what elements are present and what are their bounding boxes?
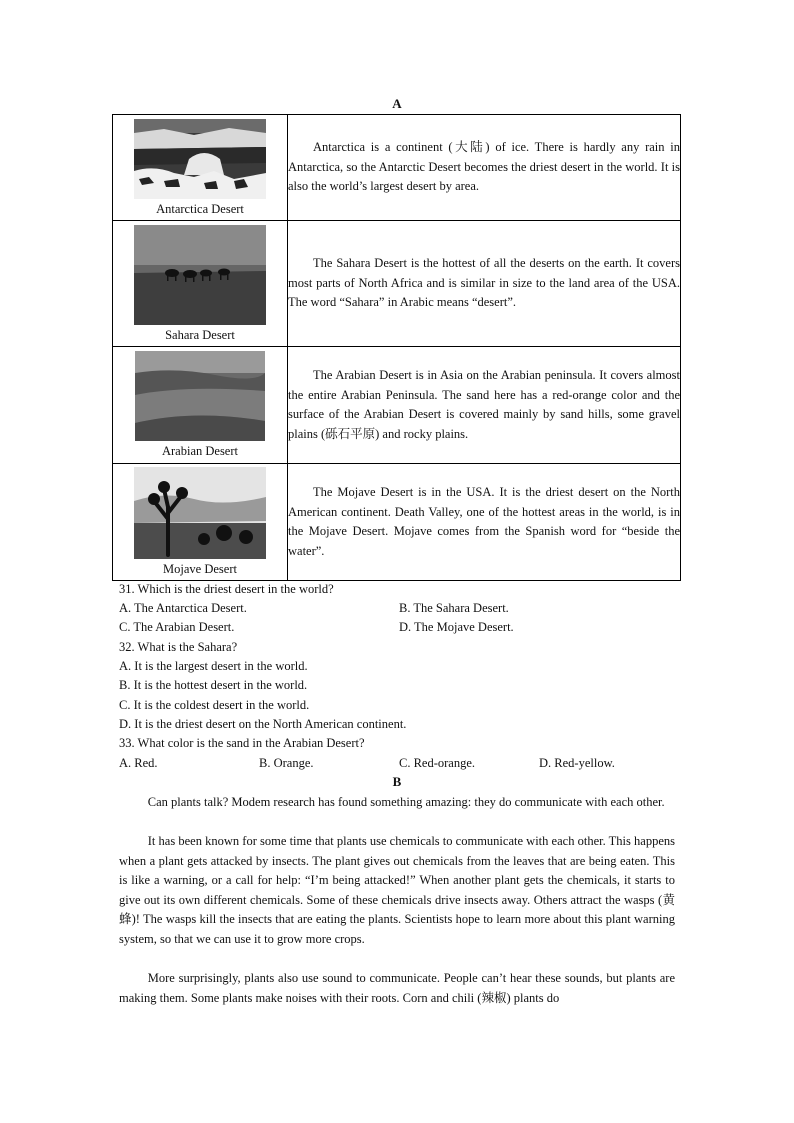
question-33-option-a: A. Red. xyxy=(119,756,158,770)
question-31-option-a: A. The Antarctica Desert. xyxy=(119,601,247,615)
desert-caption: Sahara Desert xyxy=(165,327,235,342)
question-31-option-c: C. The Arabian Desert. xyxy=(119,620,235,634)
question-32-option-c: C. It is the coldest desert in the world. xyxy=(119,698,310,712)
desert-caption: Antarctica Desert xyxy=(156,201,244,216)
question-33-option-d: D. Red-yellow. xyxy=(539,756,615,770)
desert-row xyxy=(113,347,681,464)
desert-picture-cell xyxy=(113,221,288,347)
desert-row xyxy=(113,464,681,581)
question-32-option-a: A. It is the largest desert in the world. xyxy=(119,659,308,673)
desert-description: The Arabian Desert is in Asia on the Arabian peninsula. It covers almost the entire Arabian Peninsula. The sand here has a red-orange color and the surface of the Arabian Desert is covered mainly by sand hills, some gravel plains (砾石平原) and rocky plains. xyxy=(288,368,680,441)
arabian-photo xyxy=(134,351,266,441)
question-33-option-c: C. Red-orange. xyxy=(399,756,476,770)
desert-row xyxy=(113,115,681,221)
desert-description: The Mojave Desert is in the USA. It is the driest desert on the North American continent. Death Valley, one of the hottest areas in the world, is in the Mojave Desert. Mojave comes from the Spanish word for “beside the water”. xyxy=(288,485,680,558)
section-b-title: B xyxy=(392,774,402,789)
passage-paragraph: Can plants talk? Modem research has found something amazing: they do communicate with each other. xyxy=(147,795,665,809)
question-32-stem: 32. What is the Sahara? xyxy=(119,640,238,654)
question-31-stem: 31. Which is the driest desert in the world? xyxy=(119,582,334,596)
passage-paragraph: It has been known for some time that plants use chemicals to communicate with each other. This happens when a plant gets attacked by insects. The plant gives out chemicals from the leaves that are being eaten. This is like a warning, or a call for help: “I’m being attacked!” When another plant gets the chemicals, it starts to give out its own different chemicals. Some of these chemicals drive insects away. Others attract the wasps (黄蜂)! The wasps kill the insects that are eating the plants. Scientists hope to learn more about this plant warning system, so that we can use it to grow more crops. xyxy=(119,834,675,946)
section-a-title: A xyxy=(392,96,402,111)
desert-caption: Mojave Desert xyxy=(163,562,237,576)
desert-description-cell xyxy=(288,115,681,221)
desert-caption: Arabian Desert xyxy=(161,444,238,458)
deserts-table xyxy=(112,114,681,581)
desert-description-cell xyxy=(288,221,681,347)
sahara-photo xyxy=(134,225,266,325)
desert-description: Antarctica is a continent (大陆) of ice. There is hardly any rain in Antarctica, so the Antarctic Desert becomes the driest desert in the world. It is also the world’s largest desert by area. xyxy=(288,140,680,194)
desert-description: The Sahara Desert is the hottest of all the deserts on the earth. It covers most parts of North Africa and is similar in size to the land area of the USA. The word “Sahara” in Arabic means “desert”. xyxy=(288,256,680,310)
passage-paragraph: More surprisingly, plants also use sound to communicate. People can’t hear these sounds, but plants are making them. Some plants make noises with their roots. Corn and chili (辣椒) plants do xyxy=(119,971,675,1005)
question-31-option-d: D. The Mojave Desert. xyxy=(399,620,514,634)
question-32-option-b: B. It is the hottest desert in the world. xyxy=(119,678,308,692)
question-32-option-d: D. It is the driest desert on the North American continent. xyxy=(119,717,407,731)
desert-description-cell xyxy=(288,464,681,581)
desert-picture-cell xyxy=(113,347,288,464)
antarctica-photo xyxy=(134,119,266,199)
question-33-stem: 33. What color is the sand in the Arabian Desert? xyxy=(119,736,365,750)
question-33-option-b: B. Orange. xyxy=(259,756,314,770)
desert-description-cell xyxy=(288,347,681,464)
desert-row xyxy=(113,221,681,347)
question-31-option-b: B. The Sahara Desert. xyxy=(399,601,509,615)
desert-picture-cell xyxy=(113,115,288,221)
desert-picture-cell xyxy=(113,464,288,581)
mojave-photo xyxy=(134,467,266,559)
